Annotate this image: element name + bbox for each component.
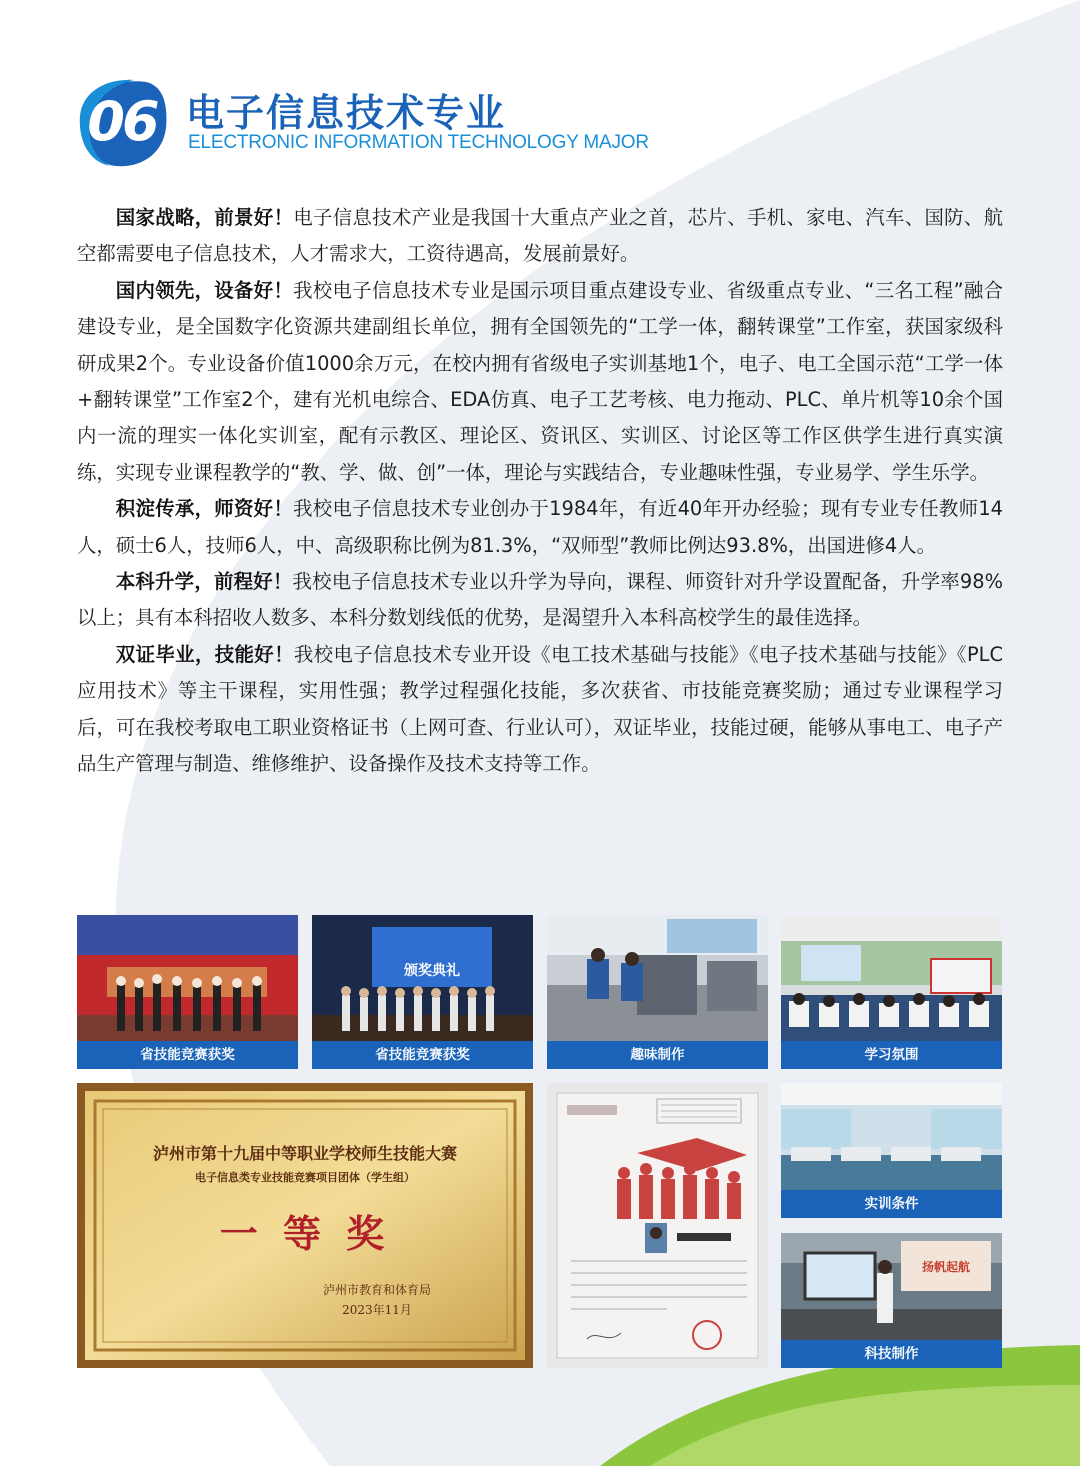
plaque-title: 泸州市第十九届中等职业学校师生技能大赛 — [152, 1144, 457, 1163]
certificate-photo — [547, 1083, 768, 1368]
photo-caption: 学习氛围 — [781, 1041, 1002, 1069]
page-title: 电子信息技术专业 — [186, 91, 507, 135]
page-subtitle: ELECTRONIC INFORMATION TECHNOLOGY MAJOR — [188, 132, 649, 153]
photo-award-stage-2 — [312, 915, 533, 1069]
paragraph-body: 我校电子信息技术专业是国示项目重点建设专业、省级重点专业、“三名工程”融合建设专业，是全国数字化资源共建副组长单位，拥有全国领先的“工学一体，翻转课堂”工作室，获国家级科研成果2个。专业设备价值1000余万元，在校内拥有省级电子实训基地1个，电子、电工全国示范“工学一体+翻转课堂”工作室2个，建有光机电综合、EDA仿真、电子工艺考核、电力拖动、PLC、单片机等10余个国内一流的理实一体化实训室，配有示教区、理论区、资讯区、实训区、讨论区等工作区供学生进行真实演练，实现专业课程教学的“教、学、做、创”一体，理论与实践结合，专业趣味性强，专业易学、学生乐学。 — [77, 278, 1004, 484]
paragraph-further-study — [77, 564, 1003, 637]
photo-award-stage-1 — [77, 915, 298, 1069]
photo-training-conditions — [781, 1083, 1002, 1218]
photo-caption: 科技制作 — [781, 1340, 1002, 1368]
photo-fun-making — [547, 915, 768, 1069]
paragraph-body: 我校电子信息技术专业创办于1984年，有近40年开办经验；现有专业专任教师14人，硕士6人，技师6人，中、高级职称比例为81.3%，“双师型”教师比例达93.8%，出国进修4人。 — [77, 497, 1003, 557]
section-number: 06 — [87, 90, 157, 153]
paragraph-body: 我校电子信息技术专业开设《电工技术基础与技能》《电子技术基础与技能》《PLC应用技术》等主干课程，实用性强；教学过程强化技能，多次获省、市技能竞赛奖励；通过专业课程学习后，可在我校考取电工职业资格证书（上网可查、行业认可），双证毕业，技能过硬，能够从事电工、电子产品生产管理与制造、维修维护、设备操作及技术支持等工作。 — [77, 642, 1004, 776]
paragraph-lead: 本科升学，前程好！ — [115, 570, 293, 594]
paragraph-lead: 国家战略，前景好！ — [115, 206, 294, 229]
plaque-issuer: 泸州市教育和体育局 — [322, 1283, 431, 1297]
photo-caption: 实训条件 — [781, 1190, 1002, 1218]
plaque-subtitle: 电子信息类专业技能竞赛项目团体（学生组） — [195, 1171, 415, 1184]
photo-caption: 省技能竞赛获奖 — [77, 1041, 298, 1069]
banner-glyphs: 扬帆起航 — [921, 1260, 971, 1274]
paragraph-lead: 双证毕业，技能好！ — [115, 642, 294, 666]
photo-caption: 趣味制作 — [547, 1041, 768, 1069]
paragraph-body: 电子信息技术产业是我国十大重点产业之首，芯片、手机、家电、汽车、国防、航空都需要电子信息技术，人才需求大，工资待遇高，发展前景好。 — [77, 206, 1004, 266]
plaque-date: 2023年11月 — [342, 1303, 412, 1317]
banner-text: 颁奖典礼 — [404, 963, 460, 979]
paragraph-strategy — [77, 200, 1003, 273]
award-plaque — [77, 1083, 533, 1368]
photo-caption: 省技能竞赛获奖 — [312, 1041, 533, 1069]
paragraph-teachers — [77, 491, 1003, 564]
paragraph-lead: 积淀传承，师资好！ — [115, 497, 294, 521]
photo-study-atmosphere — [781, 915, 1002, 1069]
paragraph-lead: 国内领先，设备好！ — [115, 278, 294, 302]
photo-tech-making — [781, 1233, 1002, 1368]
paragraph-body: 我校电子信息技术专业以升学为导向，课程、师资针对升学设置配备，升学率98%以上；具有本科招收人数多、本科分数划线低的优势，是渴望升入本科高校学生的最佳选择。 — [77, 570, 1003, 630]
paragraph-certificates — [77, 637, 1003, 783]
paragraph-equipment — [77, 273, 1003, 491]
plaque-award: 一 等 奖 — [219, 1211, 391, 1256]
description-text — [77, 200, 1003, 783]
